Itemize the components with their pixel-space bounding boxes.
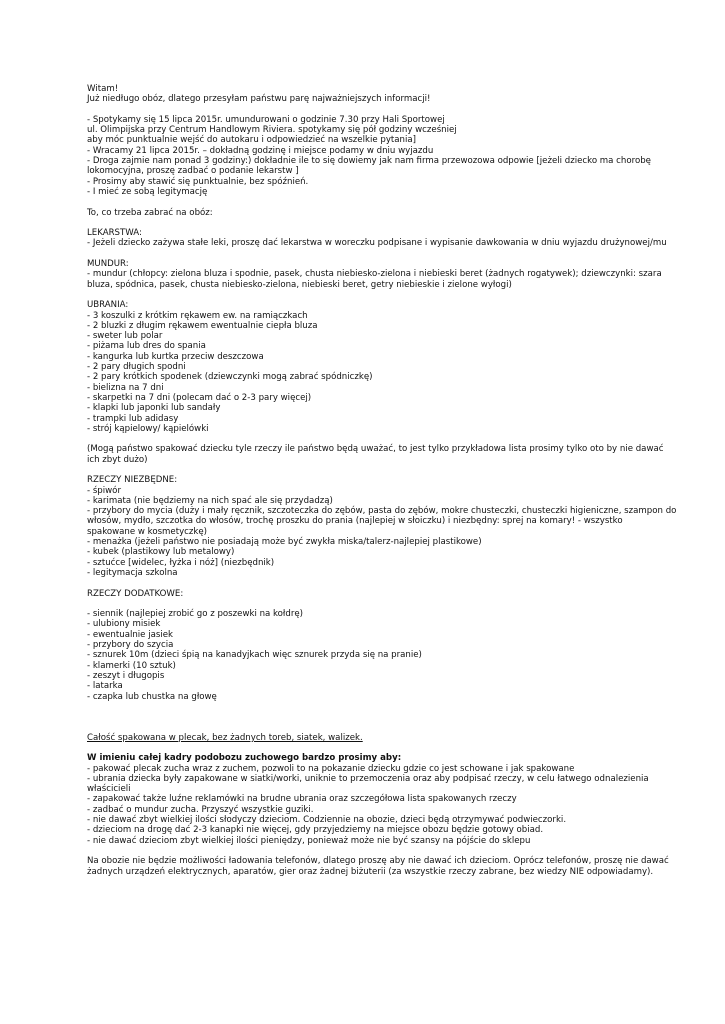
final-line: Na obozie nie będzie możliwości ładowania telefonów, dlatego proszę aby nie dawać ich dzieciom. Oprócz telefonów, proszę nie dawać — [87, 856, 669, 867]
note-line: (Mogą państwo spakować dziecku tyle rzeczy ile państwo będą uważać, to jest tylko przykładowa lista prosimy tylko oto by nie dawać — [87, 444, 664, 455]
spacer — [87, 434, 647, 444]
spacer — [87, 465, 647, 475]
list-item: - klapki lub japonki lub sandały — [87, 403, 221, 414]
list-item: - latarka — [87, 681, 123, 692]
spacer — [87, 846, 647, 856]
list-item: właścicieli — [87, 784, 131, 795]
list-item: - czapka lub chustka na głowę — [87, 691, 217, 702]
list-item: - ulubiony misiek — [87, 619, 161, 630]
mundur-heading: MUNDUR: — [87, 259, 129, 270]
info-line: - Spotykamy się 15 lipca 2015r. umundurowani o godzinie 7.30 przy Hali Sportowej — [87, 114, 445, 125]
list-item: - śpiwór — [87, 485, 121, 496]
list-item: - ewentualnie jasiek — [87, 629, 173, 640]
list-item: - zadbać o mundur zucha. Przyszyć wszystkie guziki. — [87, 804, 314, 815]
ubrania-heading: UBRANIA: — [87, 300, 129, 311]
niezbedne-heading: RZECZY NIEZBĘDNE: — [87, 475, 178, 486]
list-item: - kubek (plastikowy lub metalowy) — [87, 547, 235, 558]
list-item: - ubrania dziecka były zapakowane w siatki/worki, uniknie to przemoczenia oraz aby podpisać rzeczy, w celu łatwego odnalezienia — [87, 773, 649, 784]
spacer — [87, 218, 647, 228]
pack-title: To, co trzeba zabrać na obóz: — [87, 207, 213, 218]
list-item: - karimata (nie będziemy na nich spać ale się przydadzą) — [87, 495, 333, 506]
list-item: włosów, mydło, szczotka do włosów, trochę proszku do prania (najlepiej w słoiczku) i niezbędny: sprej na komary! - wszystko — [87, 516, 623, 527]
spacer — [87, 197, 647, 207]
spacer — [87, 105, 647, 115]
dodatkowe-heading: RZECZY DODATKOWE: — [87, 588, 184, 599]
intro-line: Już niedługo obóz, dlatego przesyłam państwu parę najważniejszych informacji! — [87, 94, 431, 105]
list-item: - piżama lub dres do spania — [87, 341, 206, 352]
list-item: spakowane w kosmetyczkę) — [87, 526, 208, 537]
spacer — [87, 290, 647, 300]
list-item: - przybory do mycia (duży i mały ręcznik, szczoteczka do zębów, pasta do zębów, mokre chusteczki, chusteczki higieniczne, szampon do — [87, 506, 677, 517]
list-item: - pakować plecak zucha wraz z zuchem, pozwoli to na pokazanie dziecku gdzie co jest schowane i jak spakowane — [87, 763, 575, 774]
list-item: - 3 koszulki z krótkim rękawem ew. na ramiączkach — [87, 310, 308, 321]
list-item: - 2 pary długich spodni — [87, 362, 186, 373]
document-page — [87, 84, 677, 877]
list-item: - zapakować także luźne reklamówki na brudne ubrania oraz szczegółowa lista spakowanych rzeczy — [87, 794, 517, 805]
spacer — [87, 702, 647, 712]
list-item: - menażka (jeżeli państwo nie posiadają może być zwykła miska/talerz-najlepiej plastikowe) — [87, 537, 482, 548]
list-item: - trampki lub adidasy — [87, 413, 179, 424]
list-item: - 2 pary krótkich spodenek (dziewczynki mogą zabrać spódniczkę) — [87, 372, 373, 383]
info-line: - I mieć ze sobą legitymację — [87, 186, 208, 197]
mundur-line: bluza, spódnica, pasek, chusta niebiesko-zielona, niebieski beret, getry niebieskie i zielone wyłogi) — [87, 279, 512, 290]
lekarstwa-line: - Jeżeli dziecko zażywa stałe leki, proszę dać lekarstwa w woreczku podpisane i wypisanie dawkowania w dniu wyjazdu drużynowej/mu — [87, 238, 667, 249]
list-item: - przybory do szycia — [87, 640, 174, 651]
info-line: aby móc punktualnie wejść do autokaru i odpowiedzieć na wszelkie pytania] — [87, 135, 416, 146]
kadra-heading: W imieniu całej kadry podobozu zuchowego bardzo prosimy aby: — [87, 753, 402, 764]
final-line: żadnych urządzeń elektrycznych, aparatów, gier oraz żadnej biżuterii (za wszystkie rzeczy zabrane, bez wiedzy NIE odpowiadamy). — [87, 866, 654, 877]
list-item: - bielizna na 7 dni — [87, 382, 164, 393]
greeting: Witam! — [87, 84, 119, 94]
mundur-line: - mundur (chłopcy: zielona bluza i spodnie, pasek, chusta niebiesko-zielona i niebieski beret (żadnych rogatywek); dziewczynki: szara — [87, 269, 662, 280]
list-item: - legitymacja szkolna — [87, 567, 178, 578]
list-item: - kangurka lub kurtka przeciw deszczowa — [87, 351, 264, 362]
info-line: lokomocyjna, proszę zadbać o podanie lekarstw ] — [87, 166, 299, 177]
list-item: - dzieciom na drogę dać 2-3 kanapki nie więcej, gdy przyjedziemy na miejsce obozu będzie gotowy obiad. — [87, 825, 544, 836]
list-item: - sznurek 10m (dzieci śpią na kanadyjkach więc sznurek przyda się na pranie) — [87, 650, 422, 661]
spacer — [87, 722, 647, 732]
list-item: - nie dawać zbyt wielkiej ilości słodyczy dzieciom. Codziennie na obozie, dzieci będą otrzymywać podwieczorki. — [87, 815, 567, 826]
list-item: - klamerki (10 sztuk) — [87, 660, 176, 671]
info-line: ul. Olimpijska przy Centrum Handlowym Riviera. spotykamy się pół godziny wcześniej — [87, 125, 457, 136]
list-item: - siennik (najlepiej zrobić go z poszewki na kołdrę) — [87, 609, 304, 620]
spacer — [87, 249, 647, 259]
spacer — [87, 599, 647, 609]
list-item: - nie dawać dzieciom zbyt wielkiej ilości pieniędzy, ponieważ może nie być szansy na pójście do sklepu — [87, 835, 531, 846]
info-line: - Wracamy 21 lipca 2015r. – dokładną godzinę i miejsce podamy w dniu wyjazdu — [87, 145, 434, 156]
spacer — [87, 743, 647, 753]
list-item: - sztućce [widelec, łyżka i nóż] (niezbędnik) — [87, 557, 275, 568]
list-item: - 2 bluzki z długim rękawem ewentualnie ciepła bluza — [87, 320, 318, 331]
list-item: - strój kąpielowy/ kąpielówki — [87, 423, 209, 434]
info-line: - Prosimy aby stawić się punktualnie, bez spóźnień. — [87, 176, 309, 187]
backpack-note: Całość spakowana w plecak, bez żadnych toreb, siatek, walizek. — [87, 732, 363, 743]
list-item: - sweter lub polar — [87, 331, 163, 342]
list-item: - zeszyt i długopis — [87, 670, 165, 681]
list-item: - skarpetki na 7 dni (polecam dać o 2-3 pary więcej) — [87, 392, 312, 403]
note-line: ich zbyt dużo) — [87, 454, 148, 465]
info-line: - Droga zajmie nam ponad 3 godziny:) dokładnie ile to się dowiemy jak nam firma przewozowa odpowie [jeżeli dziecko ma chorobę — [87, 156, 651, 167]
spacer — [87, 578, 647, 588]
spacer — [87, 712, 647, 722]
lekarstwa-heading: LEKARSTWA: — [87, 228, 142, 239]
